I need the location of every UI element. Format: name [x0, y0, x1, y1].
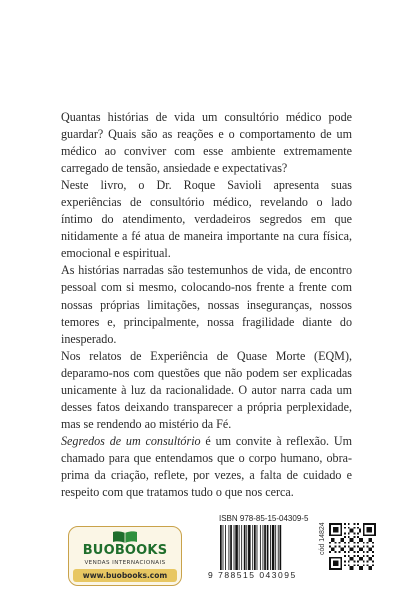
buobooks-seal — [68, 526, 182, 586]
seal-subtitle: VENDAS INTERNACIONAIS — [84, 560, 166, 566]
qr-code-icon — [329, 523, 376, 570]
paragraph: Quantas histórias de vida um consultório médico pode guardar? Quais são as reações e o comportamento de um médico ao conviver com esse ambiente extremamente carregado de tensão, ansiedade e expectativas? — [61, 110, 352, 176]
barcode-digits: 9 788515 043095 — [208, 570, 297, 580]
seal-url: www.buobooks.com — [73, 569, 177, 582]
closing-text: é um convite à reflexão. Um chamado para que entendamos que o corpo humano, obra-prima da criação, reflete, por vezes, a falta de cuidado e respeito com que tratamos tudo o que nos cerca. — [61, 433, 353, 500]
isbn-label: ISBN 978-85-15-04309-5 — [219, 514, 309, 523]
seal-brand: BUOBOOKS — [82, 543, 168, 558]
paragraph: Neste livro, o Dr. Roque Savioli apresenta suas experiências de consultório médico, revelando o lado íntimo do atendimento, verdadeiros segredos em que nitidamente a fé atua de maneira importante na cura física, emocional e espiritual. — [61, 178, 352, 261]
paragraph: As histórias narradas são testemunhos de vida, de encontro pessoal com si mesmo, colocando-nos frente a frente com nossas próprias limitações, nossas inseguranças, nossos temores e, principalmente, nossa fragilidade diante do inesperado. — [61, 263, 352, 346]
product-code: cód 14824 — [319, 522, 326, 555]
back-cover-text — [61, 109, 352, 501]
barcode-icon — [219, 525, 305, 570]
paragraph-closing — [61, 433, 352, 501]
book-icon — [112, 530, 138, 544]
book-title: Segredos de um consultório — [61, 433, 201, 448]
paragraph: Nos relatos de Experiência de Quase Morte (EQM), deparamo-nos com questões que não podem ser explicadas unicamente à luz da racionalidade. O autor narra cada um desses fatos deixando transparecer a própria perplexidade, mas se rendendo ao mistério da Fé. — [61, 348, 352, 431]
